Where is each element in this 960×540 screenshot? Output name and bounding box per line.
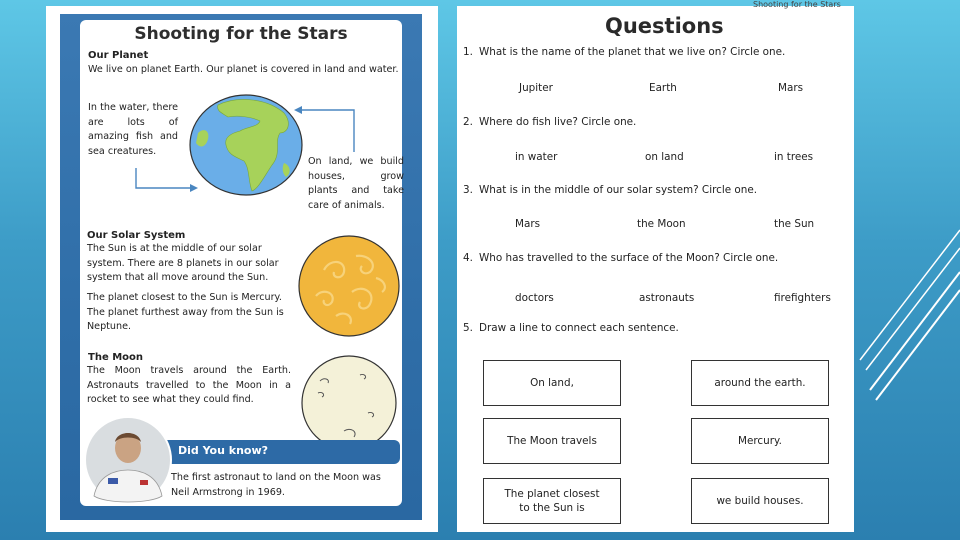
question-number: 2. (463, 116, 473, 128)
diagonal-lines-decoration (840, 210, 960, 410)
q2-option-in-trees[interactable]: in trees (774, 151, 814, 163)
match-left-box-2[interactable]: The Moon travels (483, 418, 621, 464)
solar-system-heading: Our Solar System (87, 230, 186, 241)
question-text: What is the name of the planet that we live on? Circle one. (479, 46, 786, 58)
solar-system-text-2: The planet closest to the Sun is Mercury. The planet furthest away from the Sun is Neptune. (87, 292, 284, 332)
question-3 (463, 184, 757, 196)
q4-option-doctors[interactable]: doctors (515, 292, 554, 304)
question-number: 5. (463, 322, 473, 334)
did-you-know-heading: Did You know? (178, 444, 269, 457)
moon-text: The Moon travels around the Earth. Astronauts travelled to the Moon in a rocket to see what they could find. (87, 365, 291, 405)
q2-option-on-land[interactable]: on land (645, 151, 684, 163)
question-text: Where do fish live? Circle one. (479, 116, 637, 128)
question-text: Draw a line to connect each sentence. (479, 322, 679, 334)
solar-system-text-1: The Sun is at the middle of our solar system. There are 8 planets in our solar system that all move around the Sun. (87, 243, 279, 283)
astronaut-photo (84, 416, 172, 504)
q3-option-the-moon[interactable]: the Moon (637, 218, 686, 230)
question-1 (463, 46, 785, 58)
our-planet-heading: Our Planet (88, 50, 149, 61)
q3-option-the-sun[interactable]: the Sun (774, 218, 815, 230)
q3-option-mars[interactable]: Mars (515, 218, 541, 230)
question-text: What is in the middle of our solar system? Circle one. (479, 184, 758, 196)
question-text: Who has travelled to the surface of the Moon? Circle one. (479, 252, 779, 264)
question-sheet (457, 0, 854, 532)
question-5 (463, 322, 679, 334)
question-number: 1. (463, 46, 473, 58)
q1-option-earth[interactable]: Earth (649, 82, 677, 94)
q4-option-astronauts[interactable]: astronauts (639, 292, 695, 304)
match-right-box-2[interactable]: Mercury. (691, 418, 829, 464)
match-left-box-1[interactable]: On land, (483, 360, 621, 406)
question-2 (463, 116, 636, 128)
q1-option-mars[interactable]: Mars (778, 82, 804, 94)
match-right-box-3[interactable]: we build houses. (691, 478, 829, 524)
our-planet-intro: We live on planet Earth. Our planet is covered in land and water. (88, 64, 399, 75)
match-right-box-1[interactable]: around the earth. (691, 360, 829, 406)
water-text: In the water, there are lots of amazing fish and sea creatures. (88, 102, 178, 157)
question-4 (463, 252, 778, 264)
moon-heading: The Moon (88, 352, 144, 363)
q1-option-jupiter[interactable]: Jupiter (519, 82, 553, 94)
land-text: On land, we build houses, grow plants and take care of animals. (308, 156, 404, 211)
did-you-know-text: The first astronaut to land on the Moon was Neil Armstrong in 1969. (171, 472, 381, 498)
question-sheet-title: Questions (605, 14, 724, 38)
sun-illustration (296, 234, 402, 338)
question-number: 4. (463, 252, 473, 264)
moon-illustration (298, 353, 400, 453)
match-left-box-3[interactable]: The planet closest to the Sun is (483, 478, 621, 524)
question-number: 3. (463, 184, 473, 196)
info-sheet-title: Shooting for the Stars (134, 24, 348, 44)
q2-option-in-water[interactable]: in water (515, 151, 558, 163)
question-sheet-corner-label: Shooting for the Stars (753, 0, 841, 9)
q4-option-firefighters[interactable]: firefighters (774, 292, 831, 304)
